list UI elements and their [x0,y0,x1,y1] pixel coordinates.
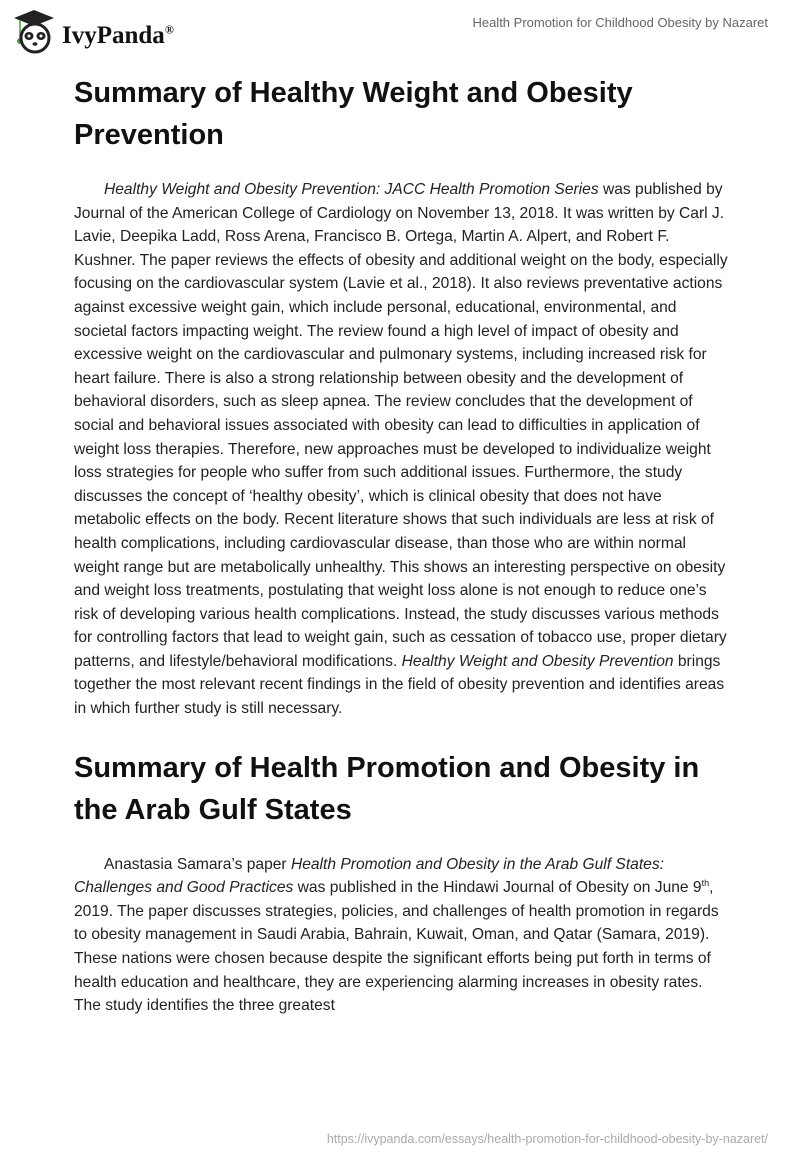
document-title: Health Promotion for Childhood Obesity by Nazaret [472,15,768,30]
paragraph-text: Anastasia Samara’s paper [104,855,291,873]
logo-text [62,22,174,50]
paragraph-healthy-weight-summary [74,178,730,721]
paragraph-text: was published by Journal of the American College of Cardiology on November 13, 2018. It was written by Carl J. Lavie, Deepika Ladd, Ross Arena, Francisco B. Ortega, Martin A. Alpert, and Robert F. Kushner. The paper reviews the effects of obesity and additional weight on the body, especially focusing on the cardiovascular system (Lavie et al., 2018). It also reviews preventative actions against excessive weight gain, which include personal, educational, environmental, and societal factors impacting weight. The review found a high level of impact of obesity and excessive weight on the cardiovascular and pulmonary systems, including increased risk for heart failure. There is also a strong relationship between obesity and the development of behavioral disorders, such as sleep apnea. The review concludes that the development of social and behavioral issues associated with obesity can lead to difficulties in application of weight loss therapies. Therefore, new approaches must be developed to individualize weight loss strategies for people who suffer from such additional issues. Furthermore, the study discusses the concept of ‘healthy obesity’, which is clinical obesity that does not have metabolic effects on the body. Recent literature shows that such individuals are less at risk of health complications, including cardiovascular disease, than those who are within normal weight range but are metabolically unhealthy. This shows an interesting perspective on obesity and weight loss treatments, postulating that weight loss alone is not enough to reduce one’s risk of developing various health complications. Instead, the study discusses various methods for controlling factors that lead to weight gain, such as cessation of tobacco use, proper dietary patterns, and lifestyle/behavioral modifications. [74,181,728,670]
essay-content [74,72,730,1044]
logo-registered-mark: ® [164,22,174,37]
paragraph-arab-gulf-summary [74,853,730,1018]
paragraph-text: , 2019. The paper discusses strategies, policies, and challenges of health promotion in regards to obesity management in Saudi Arabia, Bahrain, Kuwait, Oman, and Qatar (Samara, 2019). These nations were chosen because despite the significant efforts being put forth in terms of health education and healthcare, they are experiencing alarming increases in obesity rates. The study identifies the three greatest [74,879,719,1015]
italic-title: Healthy Weight and Obesity Prevention: JACC Health Promotion Series [104,181,599,198]
page-header [0,0,800,60]
section-heading-arab-gulf: Summary of Health Promotion and Obesity in the Arab Gulf States [74,751,700,826]
ordinal-suffix: th [701,878,710,889]
ivypanda-logo[interactable] [12,8,174,54]
section-heading-healthy-weight: Summary of Healthy Weight and Obesity Prevention [74,77,633,151]
italic-title: Health Promotion and Obesity in the Arab Gulf States: Challenges and Good Practices [74,855,664,897]
panda-logo-icon [12,8,56,54]
paragraph-text: brings together the most relevant recent findings in the field of obesity prevention and identifies areas in which further study is still necessary. [74,652,725,718]
italic-title: Healthy Weight and Obesity Prevention [401,652,674,670]
logo-name: IvyPanda [62,22,165,49]
footer-url[interactable]: https://ivypanda.com/essays/health-promotion-for-childhood-obesity-by-nazaret/ [326,1132,768,1146]
paragraph-text: was published in the Hindawi Journal of Obesity on June 9 [293,879,702,897]
